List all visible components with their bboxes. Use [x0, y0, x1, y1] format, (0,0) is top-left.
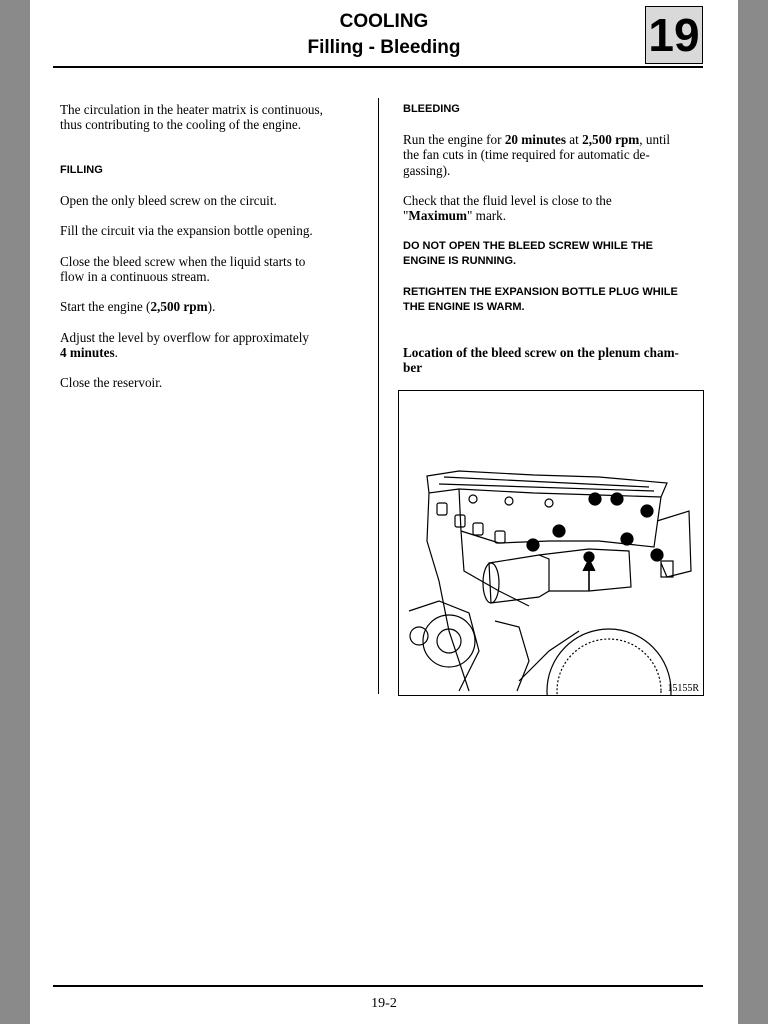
chapter-number-box: 19	[645, 6, 703, 64]
filling-step-5	[60, 330, 352, 361]
caption-line-2: ber	[403, 360, 423, 376]
engine-drawing-icon	[399, 391, 703, 695]
b1-rpm: 2,500 rpm	[582, 132, 640, 147]
warn2-line-2: THE ENGINE IS WARM.	[403, 301, 525, 314]
filling-step-3	[60, 254, 352, 285]
filling-step-1: Open the only bleed screw on the circuit.	[60, 193, 277, 208]
b2-quote-open: "	[403, 208, 409, 224]
b1-text-c: at	[566, 132, 583, 147]
step-4-text: Start the engine (	[60, 299, 151, 314]
b1-line-2: the fan cuts in (time required for automatic de-	[403, 147, 650, 163]
engine-illustration	[398, 390, 704, 696]
b1-text-a: Run the engine for	[403, 132, 505, 147]
bleeding-heading: BLEEDING	[403, 103, 460, 115]
step-4-rpm: 2,500 rpm	[150, 299, 208, 314]
column-divider	[378, 98, 379, 694]
step-5-end: .	[114, 345, 118, 361]
step-5-line-1: Adjust the level by overflow for approximately	[60, 330, 310, 345]
step-3-line-1: Close the bleed screw when the liquid starts to	[60, 254, 306, 269]
b1-text-e: , until	[639, 132, 671, 147]
step-4-end: ).	[207, 299, 216, 314]
b2-maximum: Maximum	[408, 208, 467, 224]
intro-line-1: The circulation in the heater matrix is continuous,	[60, 102, 323, 117]
warning-bleed-screw	[403, 239, 703, 270]
warn1-line-1: DO NOT OPEN THE BLEED SCREW WHILE THE	[403, 240, 653, 252]
filling-heading: FILLING	[60, 164, 103, 176]
intro-line-2: thus contributing to the cooling of the engine.	[60, 117, 301, 133]
filling-step-2: Fill the circuit via the expansion bottle opening.	[60, 223, 313, 238]
warn2-line-1: RETIGHTEN THE EXPANSION BOTTLE PLUG WHILE	[403, 286, 678, 298]
bleeding-step-1	[403, 132, 703, 178]
b1-duration: 20 minutes	[504, 132, 566, 147]
page-number: 19-2	[371, 996, 397, 1011]
section-subtitle: Filling - Bleeding	[307, 37, 461, 58]
warn1-line-2: ENGINE IS RUNNING.	[403, 255, 517, 268]
warning-retighten-plug	[403, 285, 703, 316]
figure-caption	[403, 345, 703, 376]
intro-paragraph	[60, 102, 352, 133]
b1-line-3: gassing).	[403, 162, 451, 178]
footer-rule	[53, 985, 703, 987]
step-5-duration: 4 minutes	[60, 345, 115, 361]
figure-reference: 15155R	[667, 683, 699, 694]
filling-step-6: Close the reservoir.	[60, 375, 163, 390]
step-3-line-2: flow in a continuous stream.	[60, 269, 210, 285]
section-title: COOLING	[339, 11, 429, 32]
filling-step-4	[60, 299, 352, 314]
b2-quote-close: " mark.	[467, 208, 507, 224]
bleeding-step-2	[403, 193, 703, 224]
caption-line-1: Location of the bleed screw on the plenum cham-	[403, 345, 679, 360]
header-rule	[53, 66, 703, 68]
manual-page	[30, 0, 738, 1024]
b2-line-1: Check that the fluid level is close to the	[403, 193, 612, 208]
